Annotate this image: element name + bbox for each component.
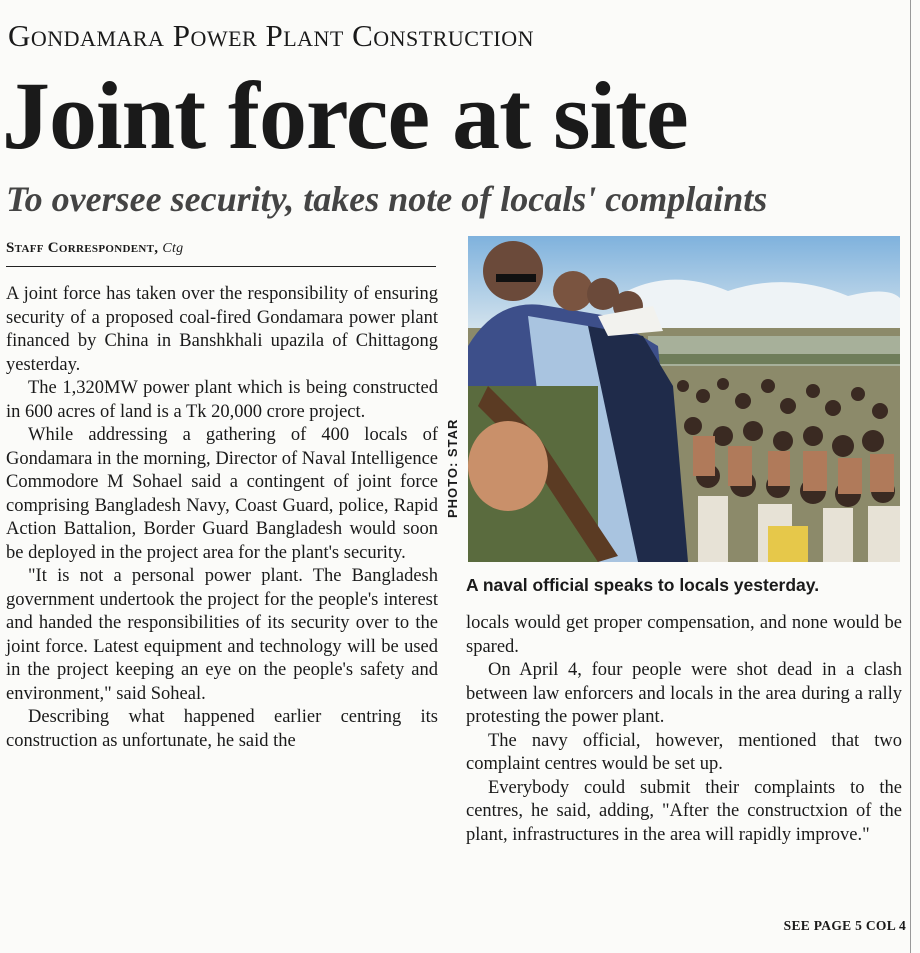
paragraph: Describing what happened earlier centring its construction as unfortunate, he said the [6,707,438,751]
jump-line: SEE PAGE 5 COL 4 [783,918,906,933]
byline [6,240,436,257]
paragraph: Everybody could submit their complaints to the centres, he said, adding, "After the constructxion of the plant, infrastructures in the area will rapidly improve." [466,777,902,845]
photo-credit: PHOTO: STAR [445,418,460,518]
article-column-2 [466,612,902,847]
paragraph: The 1,320MW power plant which is being constructed in 600 acres of land is a Tk 20,000 crore project. [6,378,438,422]
paragraph: locals would get proper compensation, and none would be spared. [466,613,902,657]
paragraph: A joint force has taken over the responsibility of ensuring security of a proposed coal-fired Gondamara power plant financed by China in Banshkhali upazila of Chittagong yesterday. [6,284,438,375]
headline: Joint force at site [2,62,688,169]
byline-rule [6,266,436,267]
photo-caption: A naval official speaks to locals yesterday. [466,575,820,595]
subheadline: To oversee security, takes note of locals' complaints [6,179,768,219]
paragraph: The navy official, however, mentioned that two complaint centres would be set up. [466,730,902,774]
kicker: Gondamara Power Plant Construction [8,18,534,53]
paragraph: While addressing a gathering of 400 locals of Gondamara in the morning, Director of Naval Intelligence Commodore M Sohael said a contingent of joint force comprising Bangladesh Navy, Coast Guard, police, Rapid Action Battalion, Border Guard Bangladesh would soon be deployed in the project area for the plant's security. [6,425,438,563]
paragraph: On April 4, four people were shot dead in a clash between law enforcers and locals in the area during a rally protesting the power plant. [466,660,902,727]
news-photo [468,236,900,562]
byline-name: Staff Correspondent, [6,240,159,256]
byline-place: Ctg [162,241,184,256]
paragraph: "It is not a personal power plant. The Bangladesh government undertook the project for the people's interest and handed the responsibilities of its security over to the joint force. Latest equipment and technology will be used in the project keeping an eye on the people's safety and environment," said Soheal. [6,566,438,704]
article-column-1 [6,283,438,753]
